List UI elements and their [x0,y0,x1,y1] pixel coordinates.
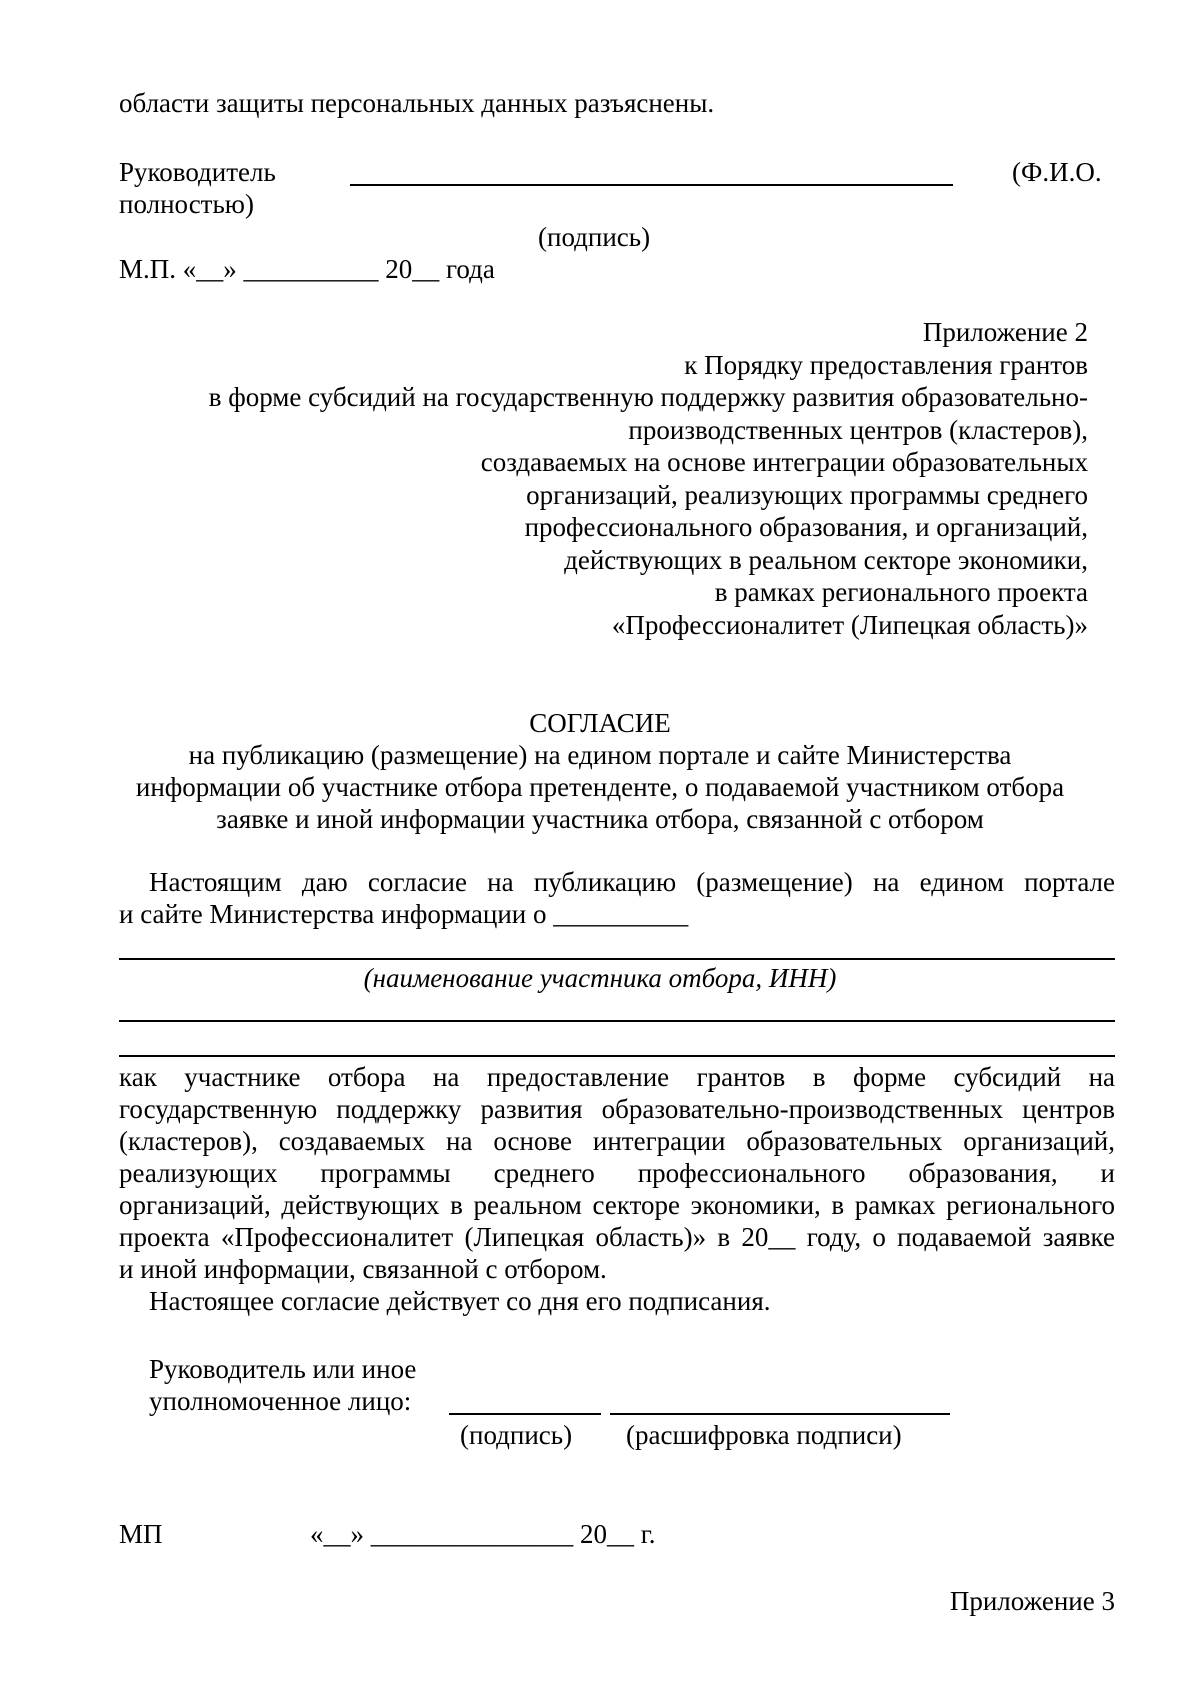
intro-line: Настоящим даю согласие на публикацию (размещение) на едином портале [149,867,1115,897]
head-label: Руководитель [119,157,276,187]
consent-subtitle-line: на публикацию (размещение) на едином портале и сайте Министерства [188,740,1012,770]
appendix-2-line: профессионального образования, и организаций, [524,512,1088,542]
blank-line [119,1055,1115,1057]
signature-line [350,184,953,186]
body-line: и иной информации, связанной с отбором. [119,1254,607,1284]
signer-label: Руководитель или иное [149,1354,417,1384]
blank-line [119,1020,1115,1022]
fio-label: (Ф.И.О. [1012,157,1102,187]
body-line: проекта «Профессионалитет (Липецкая область)» в 20__ году, о подаваемой заявке [119,1222,1115,1252]
appendix-2-line: в рамках регионального проекта [714,577,1088,607]
validity-statement: Настоящее согласие действует со дня его подписания. [149,1286,771,1316]
appendix-2-line: Приложение 2 [922,317,1088,347]
consent-subtitle-line: информации об участнике отбора претенденте, о подаваемой участником отбора [135,772,1065,802]
blank-line [119,958,1115,960]
body-line: государственную поддержку развития образовательно-производственных центров [119,1094,1115,1124]
appendix-2-line: «Профессионалитет (Липецкая область)» [611,609,1088,640]
consent-title: СОГЛАСИЕ [529,708,671,738]
decode-field-line [610,1413,950,1415]
signature-caption: (подпись) [538,222,651,252]
mp-date-line: М.П. «__» __________ 20__ года [119,254,495,284]
fio-label-cont: полностью) [119,189,254,219]
consent-title-block [0,707,1200,835]
appendix-2-line: организаций, реализующих программы среднего [526,479,1088,510]
mp-label: МП [119,1519,163,1549]
name-caption: (наименование участника отбора, ИНН) [363,963,837,993]
appendix-2-line: создаваемых на основе интеграции образовательных [480,447,1088,477]
decode-caption: (расшифровка подписи) [626,1420,902,1450]
appendix-2-header [209,316,1088,641]
body-line: реализующих программы среднего профессионального образования, и [119,1158,1115,1188]
appendix-2-line: производственных центров (кластеров), [628,414,1088,445]
body-line: как участнике отбора на предоставление грантов в форме субсидий на [119,1062,1115,1092]
appendix-3-label: Приложение 3 [949,1586,1115,1616]
consent-subtitle-line: заявке и иной информации участника отбора, связанной с отбором [216,804,984,834]
body-line: организаций, действующих в реальном секторе экономики, в рамках регионального [119,1190,1115,1220]
body-line: (кластеров), создаваемых на основе интеграции образовательных организаций, [119,1126,1115,1156]
appendix-2-line: в форме субсидий на государственную поддержку развития образовательно- [208,382,1088,412]
consent-date-line: «__» _______________ 20__ г. [310,1519,656,1549]
intro-line: и сайте Министерства информации о __________ [119,899,689,929]
appendix-2-line: действующих в реальном секторе экономики, [564,544,1088,575]
signature-field-line [449,1413,601,1415]
continuation-line: области защиты персональных данных разъяснены. [119,88,715,118]
sig-caption: (подпись) [460,1420,573,1450]
appendix-2-line: к Порядку предоставления грантов [684,349,1088,380]
signer-label: уполномоченное лицо: [149,1386,412,1416]
